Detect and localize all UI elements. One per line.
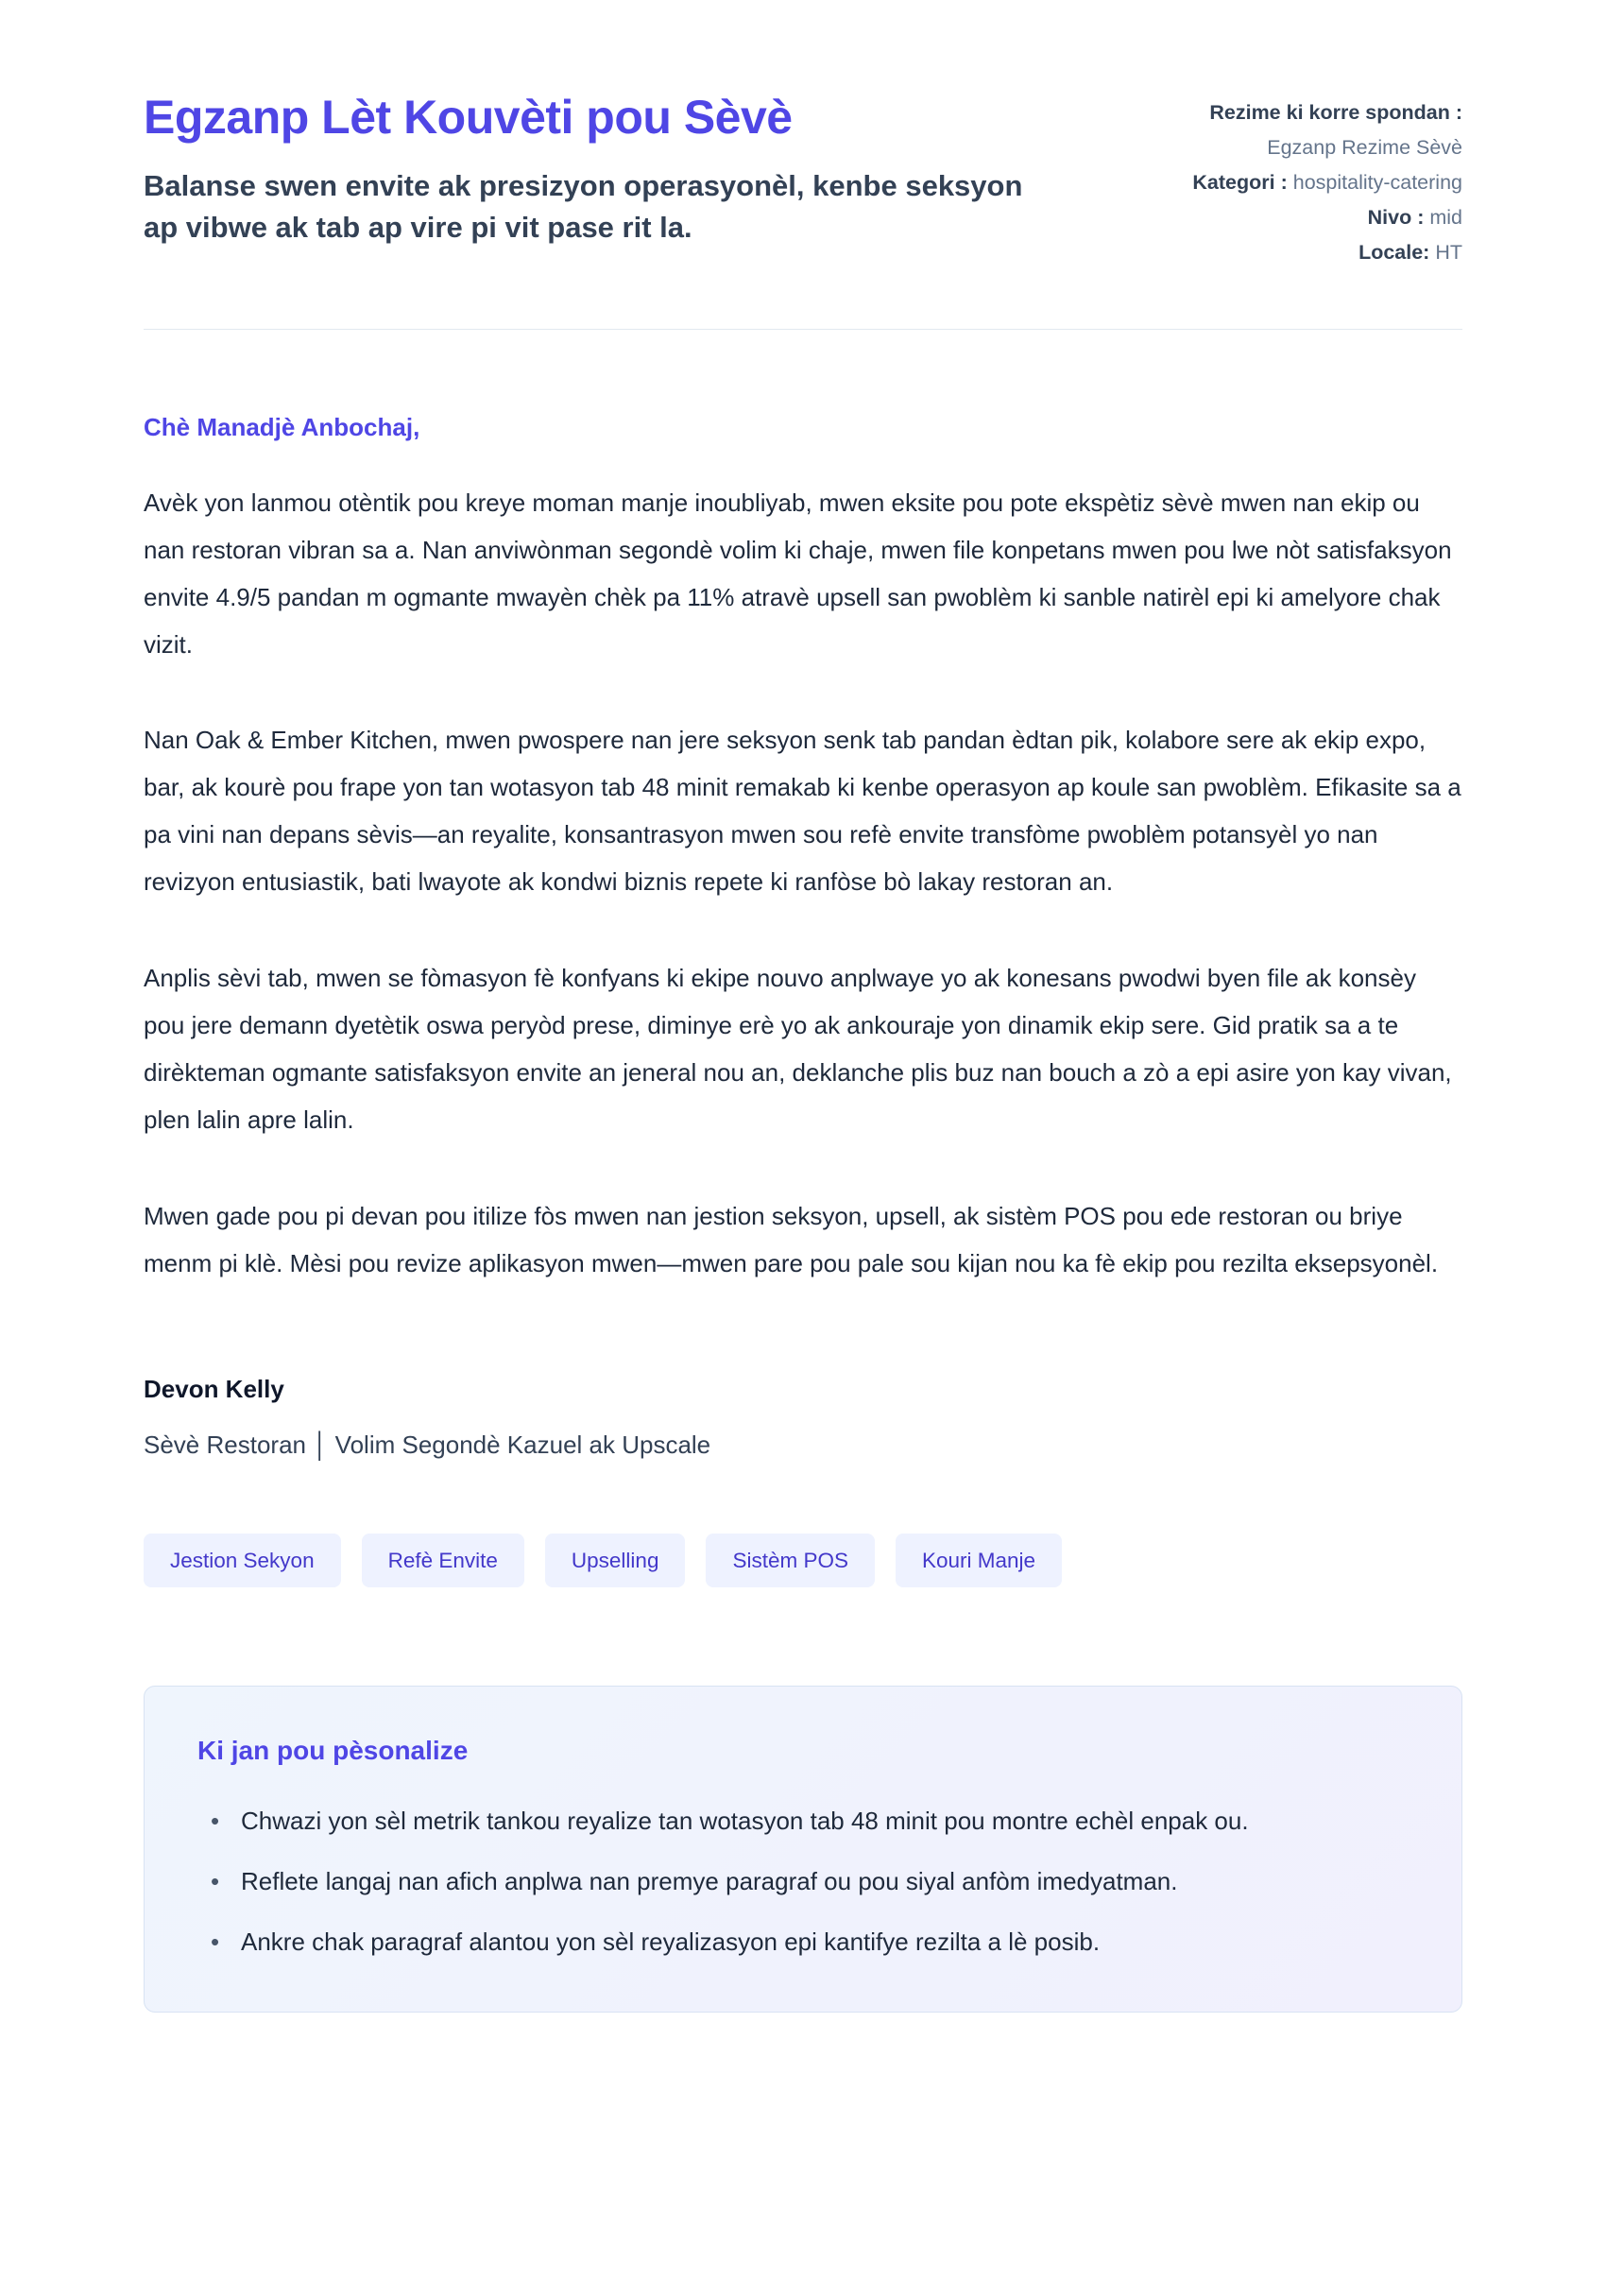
tag-chip-upselling: Upselling <box>545 1534 686 1587</box>
header-title-block <box>144 90 1088 248</box>
letter-paragraph-4: Mwen gade pou pi devan pou itilize fòs mwen nan jestion seksyon, upsell, ak sistèm POS pou ede restoran ou briye menm pi klè. Mèsi pou revize aplikasyon mwen—mwen pare pou pale sou kijan nou ka fè ekip pou rezilta eksepsyonèl. <box>144 1201 1439 1277</box>
callout-bullet-2: • Reflete langaj nan afich anplwa nan premye paragraf ou pou siyal anfòm imedyatman. <box>197 1859 1409 1904</box>
meta-label-level: Nivo : <box>1367 205 1425 229</box>
letter-paragraph-3: Anplis sèvi tab, mwen se fòmasyon fè konfyans ki ekipe nouvo anplwaye yo ak konesans pwodwi byen file ak konsèy pou jere demann dyetètik oswa peryòd prese, diminye erè yo ak ankouraje yon dinamik ekip sere. Gid pratik sa a te dirèkteman ogmante satisfaksyon envite an jeneral nou an, deklanche plis buz nan bouch a zò a epi asire yon kay vivan, plen lalin apre lalin. <box>144 964 1452 1134</box>
personalization-callout <box>144 1686 1462 2013</box>
page-title: Egzanp Lèt Kouvèti pou Sèvè <box>144 91 793 144</box>
document-header <box>144 90 1462 270</box>
tag-chip-guest-recovery: Refè Envite <box>362 1534 524 1587</box>
meta-block <box>1174 90 1462 270</box>
header-divider <box>144 329 1462 330</box>
meta-row-locale <box>1174 235 1462 270</box>
meta-value-level: mid <box>1429 205 1462 229</box>
callout-bullet-1: • Chwazi yon sèl metrik tankou reyalize tan wotasyon tab 48 minit pou montre echèl enpak ou. <box>197 1798 1409 1843</box>
signature-role: Sèvè Restoran │ Volim Segondè Kazuel ak Upscale <box>144 1430 711 1459</box>
signature-name: Devon Kelly <box>144 1374 284 1403</box>
letter-paragraph-2: Nan Oak & Ember Kitchen, mwen pwospere nan jere seksyon senk tab pandan èdtan pik, kolabore sere ak ekip expo, bar, ak kourè pou frape yon tan wotasyon tab 48 minit remakab ki kenbe operasyon ap koule san pwoblèm. Efikasite sa a pa vini nan depans sèvis—an reyalite, konsantrasyon mwen sou refè envite transfòme pwoblèm potansyèl yo nan revizyon entusiastik, bati lwayote ak kondwi biznis repete ki ranfòse bò lakay restoran an. <box>144 726 1461 897</box>
meta-row-category <box>1174 165 1462 200</box>
meta-row-resume <box>1174 95 1462 165</box>
meta-label-category: Kategori : <box>1192 170 1288 194</box>
callout-bullet-3: • Ankre chak paragraf alantou yon sèl reyalizasyon epi kantifye rezilta a lè posib. <box>197 1919 1409 1964</box>
meta-value-locale: HT <box>1435 240 1462 264</box>
meta-label-locale: Locale: <box>1358 240 1430 264</box>
letter-greeting: Chè Manadjè Anbochaj, <box>144 412 420 441</box>
tag-chip-pos-system: Sistèm POS <box>706 1534 875 1587</box>
meta-label-resume: Rezime ki korre spondan : <box>1209 101 1462 124</box>
tag-chip-food-running: Kouri Manje <box>896 1534 1062 1587</box>
callout-title: Ki jan pou pèsonalize <box>197 1735 469 1765</box>
tag-chip-section-management: Jestion Sekyon <box>144 1534 341 1587</box>
letter-paragraph-1: Avèk yon lanmou otèntik pou kreye moman manje inoubliyab, mwen eksite pou pote ekspètiz sèvè mwen nan ekip ou nan restoran vibran sa a. Nan anviwònman segondè volim ki chaje, mwen file konpetans mwen pou lwe nòt satisfaksyon envite 4.9/5 pandan m ogmante mwayèn chèk pa 11% atravè upsell san pwoblèm ki sanble natirèl epi ki amelyore chak vizit. <box>144 488 1452 659</box>
callout-bullet-list <box>197 1798 1409 1964</box>
meta-value-resume: Egzanp Rezime Sèvè <box>1267 135 1462 159</box>
tag-list <box>144 1534 1462 1587</box>
page-subtitle: Balanse swen envite ak presizyon operasyonèl, kenbe seksyon ap vibwe ak tab ap vire pi vit pase rit la. <box>144 169 1023 245</box>
letter-body <box>144 413 1462 1460</box>
meta-row-level <box>1174 200 1462 235</box>
meta-value-category: hospitality-catering <box>1292 170 1462 194</box>
